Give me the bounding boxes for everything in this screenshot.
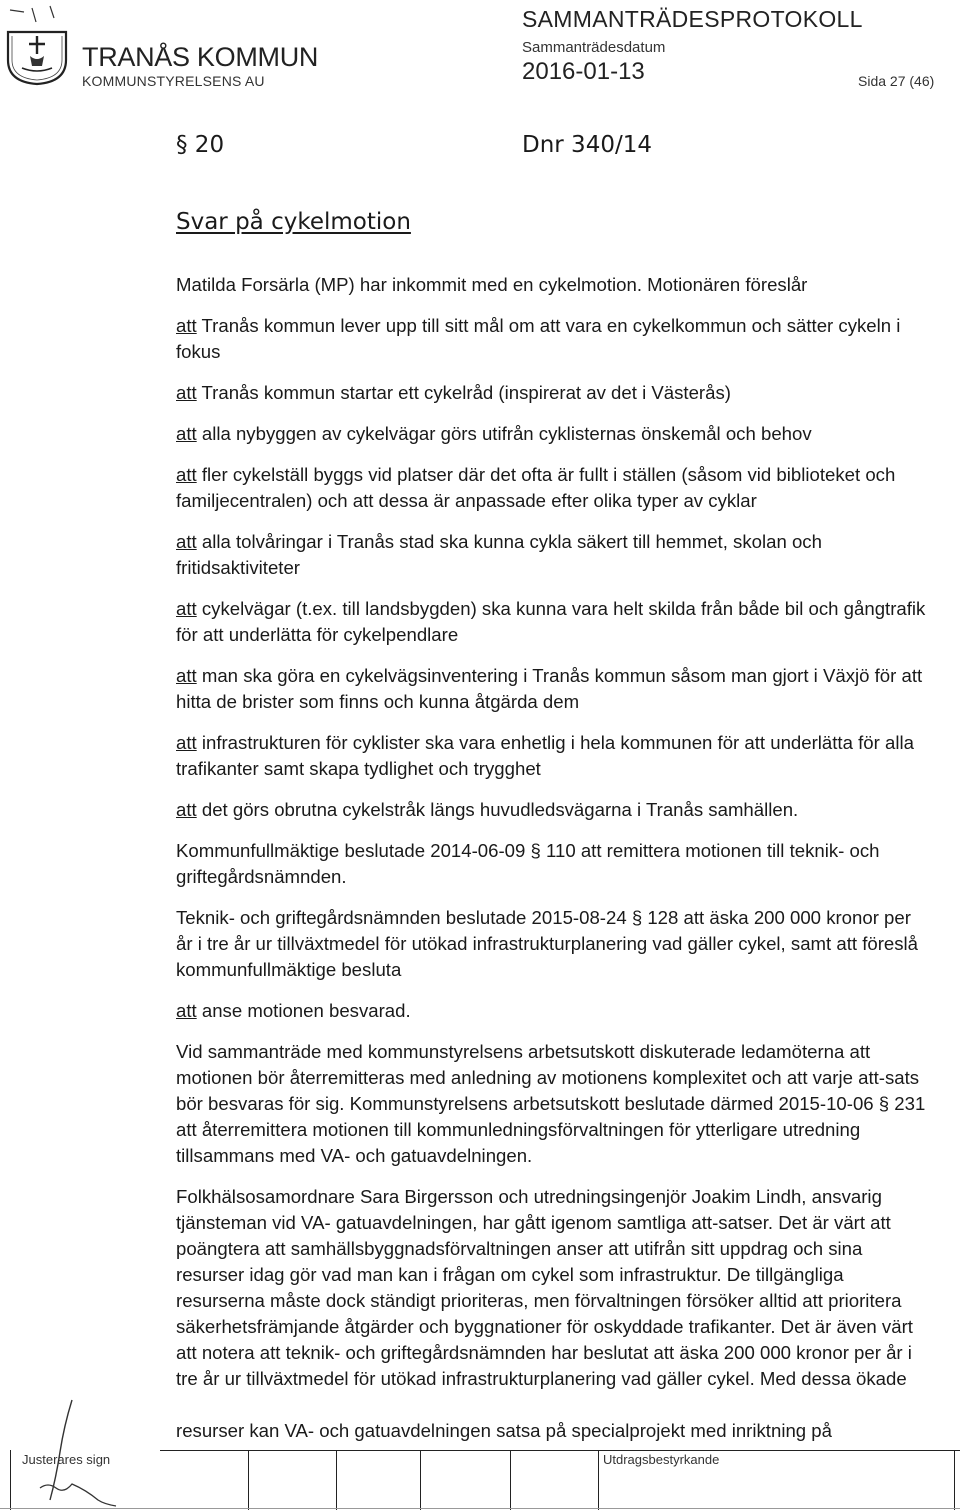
att-keyword: att	[176, 665, 197, 686]
footer-cell-border	[10, 1450, 11, 1510]
footer-bottom-divider	[0, 1508, 960, 1509]
att-keyword: att	[176, 464, 197, 485]
att-keyword: att	[176, 382, 197, 403]
footer-cell-border	[336, 1450, 337, 1510]
meeting-date-label: Sammanträdesdatum	[522, 39, 666, 56]
meeting-date: 2016-01-13	[522, 58, 645, 85]
att-clause: att Tranås kommun startar ett cykelråd (inspirerat av det i Västerås)	[176, 382, 731, 403]
att-keyword: att	[176, 799, 197, 820]
footer-cell-border	[598, 1450, 599, 1510]
analysis-paragraph: Folkhälsosamordnare Sara Birgersson och utredningsingenjör Joakim Lindh, ansvarig tjänsteman vid VA- gatuavdelningen, har gått igenom samtliga att-satser. Det är värt att poängtera att samhällsbyggnadsförvaltningen anser att utifrån sitt uppdrag och sina resurser idag gör vad man kan i frågan om cykel som infrastruktur. De tillgängliga resurserna måste dock ständigt prioriteras, men förvaltningen försöker alltid att prioritera säkerhetsfrämjande åtgärder och byggnationer för oskyddade trafikanter. Det är även värt att notera att teknik- och griftegårdsnämnden har beslutat att äska 200 000 kronor per år i tre år ur tillväxtmedel för utökad infrastrukturplanering vad gäller cykel. Med dessa ökade	[176, 1186, 913, 1389]
signature-initials-icon	[20, 1396, 180, 1508]
footer-cell-border	[954, 1450, 955, 1510]
page-number: Sida 27 (46)	[858, 73, 935, 89]
att-clause: att det görs obrutna cykelstråk längs huvudledsvägarna i Tranås samhällen.	[176, 799, 799, 820]
municipal-crest-icon	[2, 2, 72, 86]
page-title: Svar på cykelmotion	[176, 209, 411, 235]
att-clause: att fler cykelställ byggs vid platser där det ofta är fullt i ställen (såsom vid biblioteket och familjecentralen) och att dessa är anpassade efter olika typer av cyklar	[176, 464, 896, 511]
att-keyword: att	[176, 315, 197, 336]
att-clause: att alla tolvåringar i Tranås stad ska kunna cykla säkert till hemmet, skolan och fritidsaktiviteter	[176, 531, 822, 578]
decision-paragraph: Kommunfullmäktige beslutade 2014-06-09 § 110 att remittera motionen till teknik- och griftegårdsnämnden.	[176, 840, 880, 887]
att-clause: att anse motionen besvarad.	[176, 1000, 411, 1021]
att-clause: att Tranås kommun lever upp till sitt mål om att vara en cykelkommun och sätter cykeln i fokus	[176, 315, 901, 362]
footer-cell-border	[510, 1450, 511, 1510]
decision-paragraph: Teknik- och griftegårdsnämnden beslutade 2015-08-24 § 128 att äska 200 000 kronor per år i tre år ur tillväxtmedel för utökad infrastrukturplanering vad gäller cykel, samt att föreslå kommunfullmäktige besluta	[176, 907, 918, 980]
organization-name: TRANÅS KOMMUN	[82, 42, 319, 72]
att-clause: att infrastrukturen för cyklister ska vara enhetlig i hela kommunen för att underlätta för alla trafikanter samt skapa tydlighet och trygghet	[176, 732, 914, 779]
att-keyword: att	[176, 1000, 197, 1021]
utdragsbestyrkande-label: Utdragsbestyrkande	[603, 1452, 720, 1467]
diary-number: Dnr 340/14	[522, 132, 652, 158]
att-keyword: att	[176, 598, 197, 619]
att-clause: att cykelvägar (t.ex. till landsbygden) ska kunna vara helt skilda från både bil och gångtrafik för att underlätta för cykelpendlare	[176, 598, 926, 645]
att-clause: att alla nybyggen av cykelvägar görs utifrån cyklisternas önskemål och behov	[176, 423, 812, 444]
protocol-body	[176, 272, 928, 1407]
intro-paragraph: Matilda Forsärla (MP) har inkommit med en cykelmotion. Motionären föreslår	[176, 274, 808, 295]
att-keyword: att	[176, 423, 197, 444]
att-keyword: att	[176, 531, 197, 552]
document-type: SAMMANTRÄDESPROTOKOLL	[522, 6, 863, 32]
organization-unit: KOMMUNSTYRELSENS AU	[82, 73, 265, 89]
footer-cell-border	[248, 1450, 249, 1510]
decision-paragraph: Vid sammanträde med kommunstyrelsens arbetsutskott diskuterade ledamöterna att motionen bör återremitteras med anledning av motionens komplexitet och att varje att-sats bör besvaras för sig. Kommunstyrelsens arbetsutskott beslutade därmed 2015-10-06 § 231 att återremittera motionen till kommunledningsförvaltningen för ytterligare utredning tillsammans med VA- och gatuavdelningen.	[176, 1041, 926, 1166]
att-clause: att man ska göra en cykelvägsinventering i Tranås kommun såsom man gjort i Växjö för att hitta de brister som finns och kunna åtgärda dem	[176, 665, 923, 712]
att-keyword: att	[176, 732, 197, 753]
footer-divider	[160, 1450, 960, 1451]
justerares-sign-label: Justerares sign	[22, 1452, 111, 1467]
footer-cell-border	[420, 1450, 421, 1510]
analysis-paragraph-last-line: resurser kan VA- och gatuavdelningen satsa på specialprojekt med inriktning på	[176, 1420, 832, 1441]
paragraph-number: § 20	[176, 132, 225, 158]
